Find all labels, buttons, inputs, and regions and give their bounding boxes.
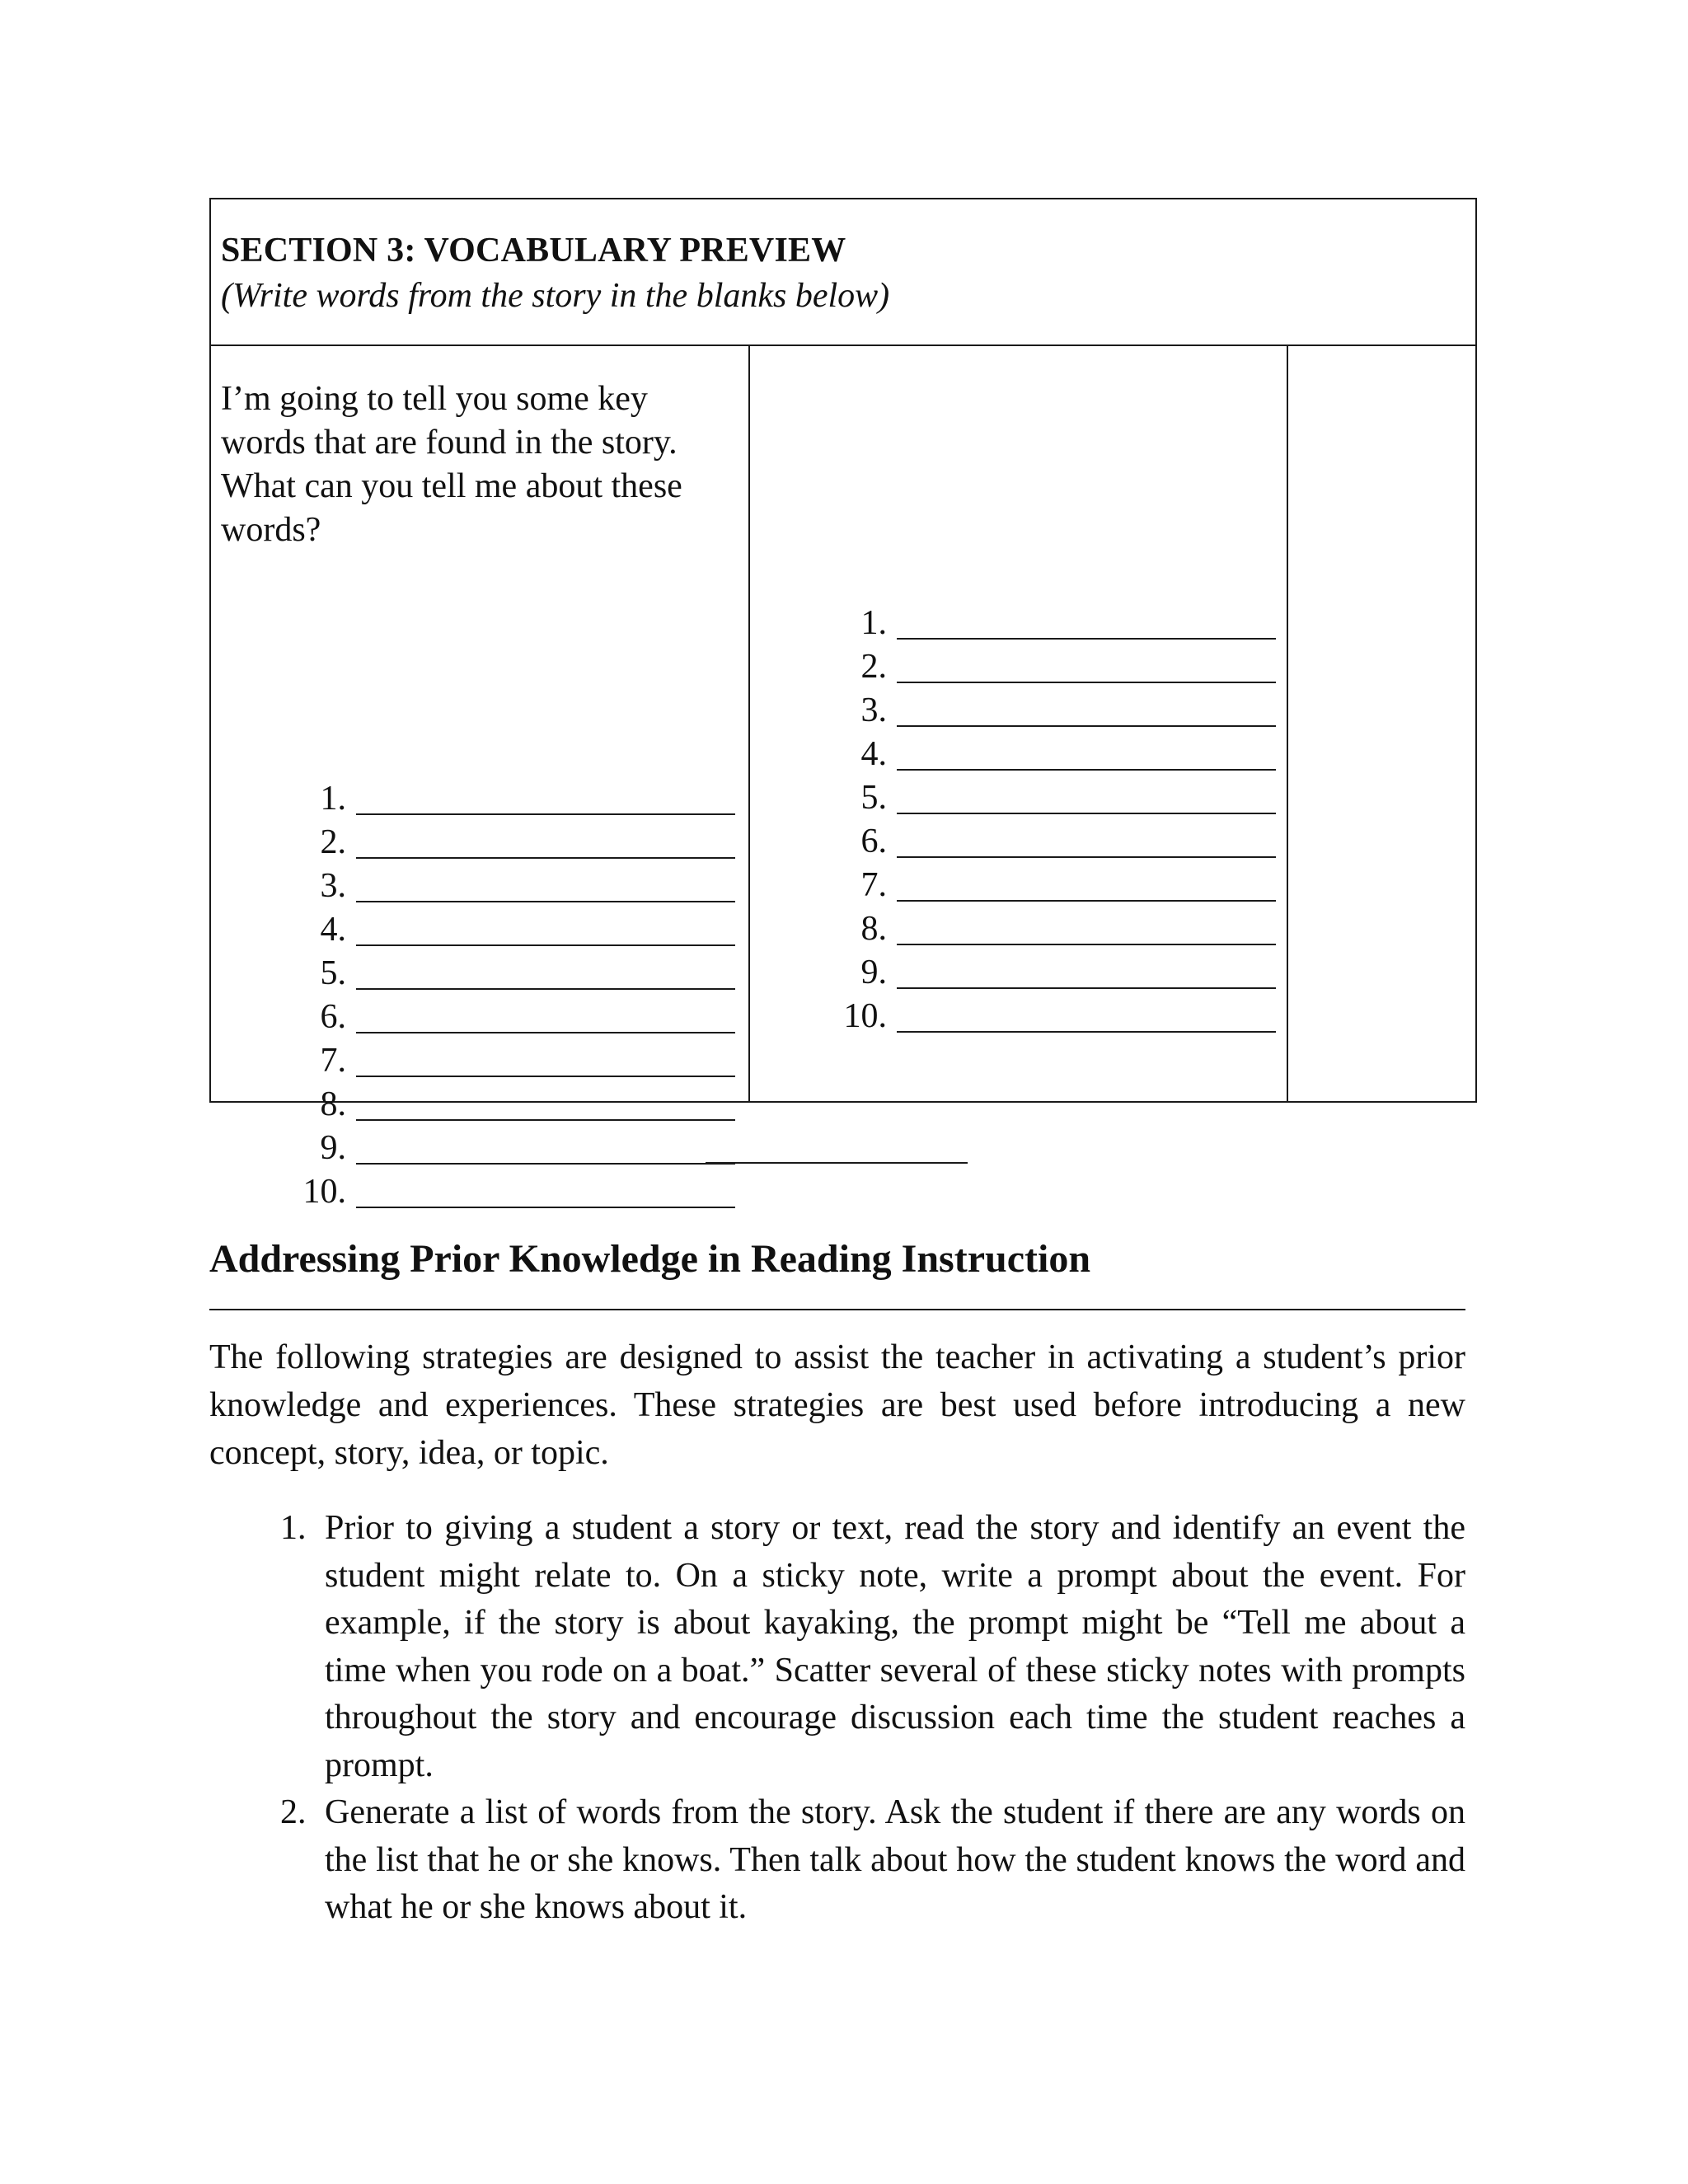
blank-list-1 — [302, 777, 735, 1214]
intro-paragraph: The following strategies are designed to assist the teacher in activating a student’s prior knowledge and experiences. These strategies are best used before introducing a new concept, story, idea, or topic. — [209, 1338, 1465, 1472]
blank-number: 2. — [860, 648, 887, 686]
blank-number: 4. — [860, 735, 887, 773]
blank-item — [320, 1127, 735, 1170]
blank-number: 9. — [860, 954, 887, 991]
blank-line — [356, 1076, 735, 1077]
blank-number: 9. — [320, 1129, 346, 1167]
blank-number: 8. — [860, 910, 887, 948]
blank-item — [860, 776, 1276, 820]
table-column-3 — [1288, 346, 1475, 1101]
blank-line — [897, 900, 1276, 902]
vocabulary-preview-table — [209, 198, 1477, 1211]
blank-item — [860, 820, 1276, 864]
blank-line — [356, 944, 735, 946]
blank-item — [320, 821, 735, 865]
blank-line — [356, 1032, 735, 1033]
blank-item — [320, 952, 735, 996]
blank-number: 1. — [860, 604, 887, 642]
blank-line — [356, 988, 735, 990]
blank-item — [320, 1039, 735, 1083]
blank-line — [897, 725, 1276, 727]
blank-item — [860, 864, 1276, 907]
blank-line — [897, 856, 1276, 858]
blank-number: 10. — [843, 997, 887, 1035]
blank-item — [320, 996, 735, 1039]
blank-item — [320, 777, 735, 821]
blank-line — [356, 857, 735, 859]
blank-line — [356, 813, 735, 815]
blank-item — [860, 733, 1276, 776]
blank-list-2 — [843, 602, 1276, 1038]
table-column-2 — [750, 346, 1288, 1101]
blank-line — [897, 638, 1276, 640]
blank-number: 6. — [320, 998, 346, 1036]
blank-line — [897, 987, 1276, 989]
blank-number: 1. — [320, 780, 346, 818]
article-heading: Addressing Prior Knowledge in Reading Instruction — [209, 1237, 1091, 1281]
blank-item — [302, 1170, 735, 1214]
blank-number: 10. — [302, 1173, 346, 1211]
strategy-number: 2. — [280, 1793, 307, 1831]
blank-item — [860, 602, 1276, 645]
blank-line — [356, 1207, 735, 1208]
section-subtitle: (Write words from the story in the blanks below) — [221, 277, 890, 315]
strategy-item — [280, 1789, 1465, 1932]
blank-line — [897, 1031, 1276, 1033]
blank-number: 5. — [860, 779, 887, 817]
strategy-list — [280, 1505, 1465, 1932]
blank-item — [860, 951, 1276, 995]
blank-item — [843, 995, 1276, 1038]
blank-line — [356, 901, 735, 902]
blank-line — [897, 813, 1276, 814]
table-column-1 — [211, 346, 750, 1211]
table-header — [211, 199, 1475, 346]
blank-line — [356, 1163, 735, 1165]
blank-number: 7. — [860, 866, 887, 904]
instructions-text: I’m going to tell you some key words that are found in the story. What can you tell me about these words? — [221, 380, 682, 549]
blank-line — [356, 1119, 735, 1121]
strategy-text: Prior to giving a student a story or text, read the story and identify an event the student might relate to. On a sticky note, write a prompt about the event. For example, if the story is about kayaking, the prompt might be “Tell me about a time when you rode on a boat.” Scatter several of these sticky notes with prompts throughout the story and encourage discussion each time the student reaches a prompt. — [325, 1509, 1465, 1784]
blank-item — [320, 865, 735, 908]
blank-number: 3. — [320, 867, 346, 905]
blank-item — [860, 907, 1276, 951]
blank-line — [897, 682, 1276, 683]
heading-underline — [209, 1309, 1465, 1310]
blank-number: 4. — [320, 911, 346, 949]
blank-number: 6. — [860, 823, 887, 860]
blank-line — [897, 944, 1276, 945]
blank-number: 7. — [320, 1042, 346, 1080]
section-divider — [706, 1162, 968, 1164]
blank-number: 3. — [860, 691, 887, 729]
blank-item — [320, 908, 735, 952]
blank-item — [320, 1083, 735, 1127]
blank-line — [897, 769, 1276, 771]
strategy-item — [280, 1505, 1465, 1789]
strategy-number: 1. — [280, 1509, 307, 1547]
strategy-text: Generate a list of words from the story. Ask the student if there are any words on the list that he or she knows. Then talk about how the student knows the word and what he or she knows about it. — [325, 1793, 1465, 1926]
blank-item — [860, 645, 1276, 689]
blank-number: 2. — [320, 823, 346, 861]
section-title: SECTION 3: VOCABULARY PREVIEW — [221, 232, 846, 269]
blank-number: 5. — [320, 954, 346, 992]
blank-number: 8. — [320, 1085, 346, 1123]
blank-item — [860, 689, 1276, 733]
